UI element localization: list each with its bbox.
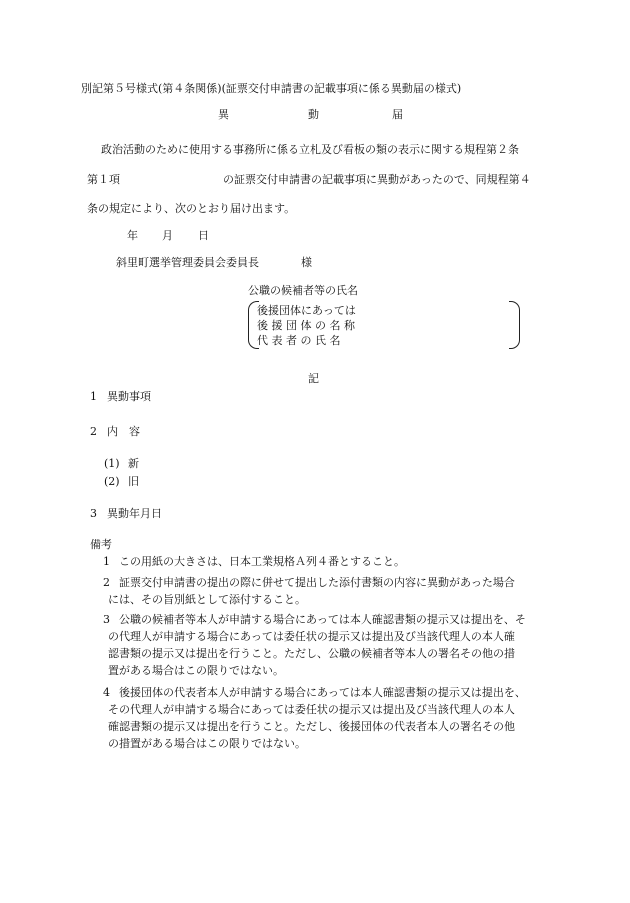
remark-1-num: 1 xyxy=(103,555,110,568)
remark-4-line-4: の措置がある場合はこの限りではない。 xyxy=(108,737,306,750)
item-2-label: 内 容 xyxy=(107,425,140,438)
addressee-suffix: 様 xyxy=(301,256,312,269)
title-char-2: 動 xyxy=(308,108,319,121)
title-char-1: 異 xyxy=(218,108,229,121)
remark-4-line-2: その代理人が申請する場合にあっては委任状の提示又は提出及び当該代理人の本人 xyxy=(108,703,515,716)
remark-4-line-3: 確認書類の提示又は提出を行うこと。ただし、後援団体の代表者本人の署名その他 xyxy=(108,720,515,733)
item-2-2-label: 旧 xyxy=(128,475,139,488)
remark-1-line-1: この用紙の大きさは、日本工業規格Ａ列４番とすること。 xyxy=(119,555,405,568)
item-2-2-num: (2) xyxy=(104,475,120,488)
item-3-label: 異動年月日 xyxy=(107,507,162,520)
remark-3-line-2: の代理人が申請する場合にあっては委任状の提示又は提出及び当該代理人の本人確 xyxy=(108,630,515,643)
item-2-1-num: (1) xyxy=(104,457,120,470)
item-3-num: 3 xyxy=(90,507,97,520)
remark-2-line-2: には、その旨別紙として添付すること。 xyxy=(108,593,306,606)
remark-2-line-1: 証票交付申請書の提出の際に併せて提出した添付書類の内容に異動があった場合 xyxy=(119,576,515,589)
item-2-num: 2 xyxy=(90,425,97,438)
addressee: 斜里町選挙管理委員会委員長 xyxy=(116,256,259,269)
remark-4-num: 4 xyxy=(103,686,110,699)
remark-4-line-1: 後援団体の代表者本人が申請する場合にあっては本人確認書類の提示又は提出を、 xyxy=(119,686,526,699)
remark-3-line-1: 公職の候補者等本人が申請する場合にあっては本人確認書類の提示又は提出を、そ xyxy=(119,613,526,626)
body-line-2b: の証票交付申請書の記載事項に異動があったので、同規程第４ xyxy=(223,173,531,186)
group-line-3: 代 表 者 の 氏 名 xyxy=(257,334,341,347)
group-line-2: 後 援 団 体 の 名 称 xyxy=(257,319,355,332)
body-line-3: 条の規定により、次のとおり届け出ます。 xyxy=(87,202,296,215)
remark-3-num: 3 xyxy=(103,613,110,626)
remark-3-line-4: 置がある場合はこの限りではない。 xyxy=(108,664,284,677)
form-header: 別記第５号様式(第４条関係)(証票交付申請書の記載事項に係る異動届の様式) xyxy=(81,82,462,95)
right-bracket xyxy=(509,301,520,349)
date-year: 年 xyxy=(127,229,138,242)
body-line-2a: 第１項 xyxy=(87,173,120,186)
date-day: 日 xyxy=(198,229,209,242)
body-line-1: 政治活動のために使用する事務所に係る立札及び看板の類の表示に関する規程第２条 xyxy=(101,143,519,156)
remarks-title: 備考 xyxy=(90,538,112,551)
group-line-1: 後援団体にあっては xyxy=(257,304,356,317)
ki-heading: 記 xyxy=(308,372,319,385)
item-2-1-label: 新 xyxy=(128,457,139,470)
title-char-3: 届 xyxy=(392,108,403,121)
item-1-num: 1 xyxy=(90,390,97,403)
item-1-label: 異動事項 xyxy=(107,390,151,403)
remark-2-num: 2 xyxy=(103,576,110,589)
remark-3-line-3: 認書類の提示又は提出を行うこと。ただし、公職の候補者等本人の署名その他の措 xyxy=(108,647,515,660)
date-month: 月 xyxy=(162,229,173,242)
candidate-label: 公職の候補者等の氏名 xyxy=(248,284,358,297)
